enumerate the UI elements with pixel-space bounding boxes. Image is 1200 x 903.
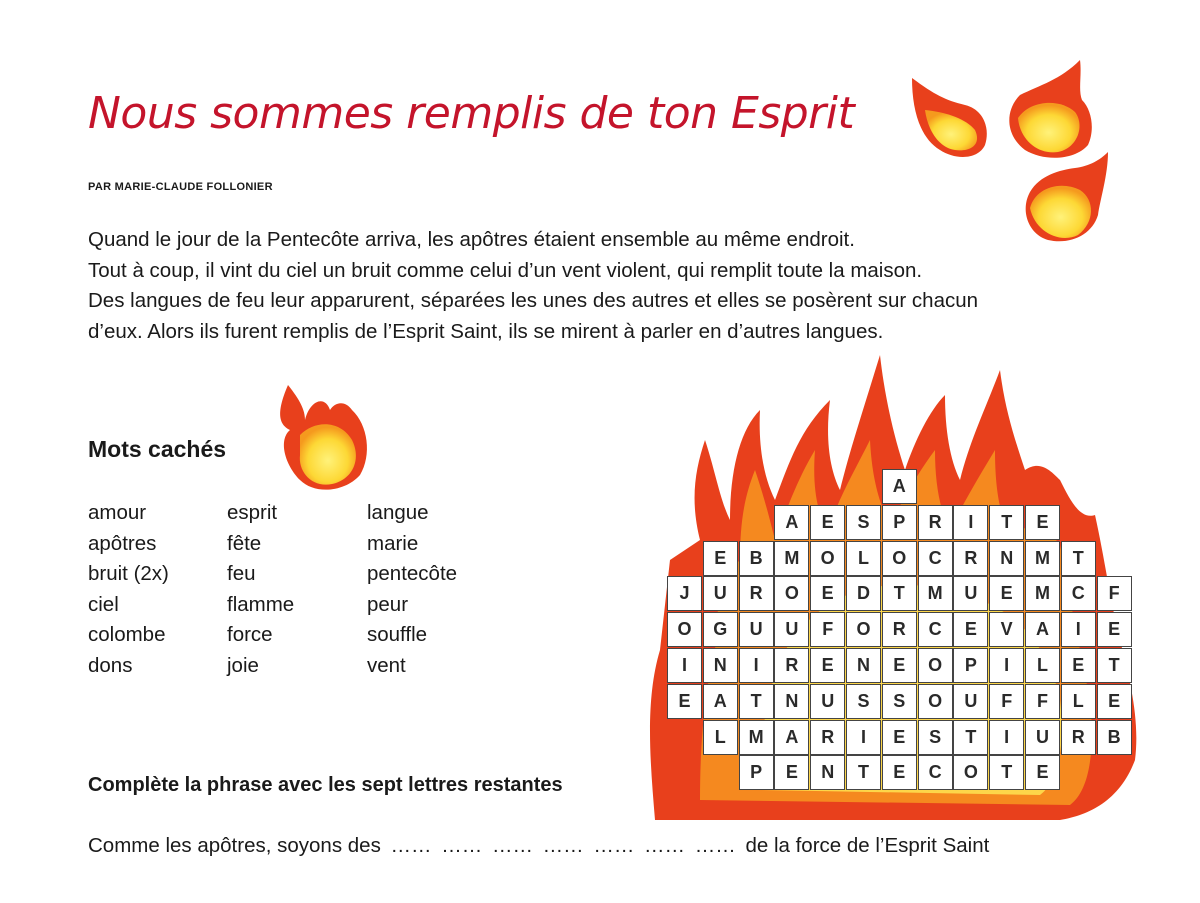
grid-cell[interactable]: U [953, 576, 988, 611]
grid-cell[interactable]: N [703, 648, 738, 683]
blank[interactable]: …… [542, 834, 584, 857]
grid-cell[interactable]: L [1025, 648, 1060, 683]
grid-cell[interactable]: N [989, 541, 1024, 576]
word-item: pentecôte [367, 562, 458, 585]
grid-cell[interactable]: L [846, 541, 881, 576]
grid-cell[interactable]: A [1025, 612, 1060, 647]
grid-cell[interactable]: U [953, 684, 988, 719]
grid-cell[interactable]: R [953, 541, 988, 576]
grid-cell[interactable]: O [846, 612, 881, 647]
grid-cell[interactable]: R [739, 576, 774, 611]
grid-cell[interactable]: U [774, 612, 809, 647]
grid-cell[interactable]: J [667, 576, 702, 611]
grid-cell[interactable]: O [774, 576, 809, 611]
grid-cell[interactable]: E [1025, 755, 1060, 790]
grid-cell[interactable]: R [1061, 720, 1096, 755]
grid-cell[interactable]: I [846, 720, 881, 755]
grid-cell[interactable]: E [1097, 612, 1132, 647]
grid-cell[interactable]: T [989, 755, 1024, 790]
word-item: marie [367, 531, 419, 555]
grid-cell[interactable]: E [810, 648, 845, 683]
blank[interactable]: …… [491, 834, 533, 857]
grid-cell[interactable]: E [953, 612, 988, 647]
grid-cell[interactable]: O [918, 684, 953, 719]
grid-cell[interactable]: T [739, 684, 774, 719]
story-paragraph [88, 225, 1128, 347]
grid-cell[interactable]: S [846, 505, 881, 540]
blank[interactable]: …… [694, 834, 736, 857]
blank[interactable]: …… [390, 834, 432, 857]
grid-cell[interactable]: N [774, 684, 809, 719]
blank[interactable]: …… [644, 834, 686, 857]
word-item: flamme [227, 592, 295, 616]
grid-cell[interactable]: O [953, 755, 988, 790]
story-line: d’eux. Alors ils furent remplis de l’Esprit Saint, ils se mirent à parler en d’autres langues. [88, 319, 884, 343]
small-flame-icon [280, 385, 367, 490]
word-item: vent [367, 653, 406, 677]
grid-cell[interactable]: U [810, 684, 845, 719]
grid-cell[interactable]: M [1025, 576, 1060, 611]
grid-cell[interactable]: C [1061, 576, 1096, 611]
grid-cell[interactable]: S [918, 720, 953, 755]
grid-cell[interactable]: M [918, 576, 953, 611]
grid-cell[interactable]: T [1097, 648, 1132, 683]
grid-cell[interactable]: D [846, 576, 881, 611]
grid-cell[interactable]: A [882, 469, 917, 504]
grid-cell[interactable]: E [1061, 648, 1096, 683]
complete-heading: Complète la phrase avec les sept lettres restantes [88, 774, 563, 796]
grid-cell[interactable]: E [882, 720, 917, 755]
grid-cell[interactable]: G [703, 612, 738, 647]
grid-cell[interactable]: I [667, 648, 702, 683]
grid-cell[interactable]: I [989, 720, 1024, 755]
grid-cell[interactable]: R [810, 720, 845, 755]
grid-cell[interactable]: C [918, 612, 953, 647]
grid-cell[interactable]: E [1025, 505, 1060, 540]
word-item: dons [88, 653, 133, 677]
word-item: souffle [367, 623, 428, 646]
grid-cell[interactable]: T [989, 505, 1024, 540]
story-line: Quand le jour de la Pentecôte arriva, les apôtres étaient ensemble au même endroit. [88, 228, 855, 251]
grid-cell[interactable]: L [1061, 684, 1096, 719]
grid-cell[interactable]: U [703, 576, 738, 611]
author-line: PAR MARIE-CLAUDE FOLLONIER [88, 181, 273, 193]
word-item: langue [367, 501, 429, 524]
top-flames-icon [912, 60, 1108, 241]
grid-cell[interactable]: E [810, 505, 845, 540]
grid-cell[interactable]: I [989, 648, 1024, 683]
word-item: fête [227, 531, 262, 555]
grid-cell[interactable]: A [703, 684, 738, 719]
grid-cell[interactable]: O [918, 648, 953, 683]
word-column [88, 498, 228, 681]
grid-cell[interactable]: S [846, 684, 881, 719]
page-title: Nous sommes remplis de ton Esprit [88, 88, 855, 139]
grid-cell[interactable]: T [1061, 541, 1096, 576]
sentence-start: Comme les apôtres, soyons des [88, 834, 381, 857]
grid-cell[interactable]: P [739, 755, 774, 790]
word-item: colombe [88, 623, 166, 646]
grid-cell[interactable]: E [1097, 684, 1132, 719]
grid-cell[interactable]: F [1097, 576, 1132, 611]
grid-cell[interactable]: E [774, 755, 809, 790]
grid-cell[interactable]: C [918, 541, 953, 576]
word-item: joie [227, 653, 259, 677]
grid-cell[interactable]: E [989, 576, 1024, 611]
word-item: apôtres [88, 531, 157, 555]
grid-cell[interactable]: U [1025, 720, 1060, 755]
word-item: esprit [227, 501, 278, 524]
grid-cell[interactable]: M [774, 541, 809, 576]
grid-cell[interactable]: O [882, 541, 917, 576]
word-item: amour [88, 501, 147, 524]
word-item: feu [227, 562, 256, 585]
grid-cell[interactable]: L [703, 720, 738, 755]
grid-cell[interactable]: E [667, 684, 702, 719]
word-item: ciel [88, 592, 119, 616]
grid-cell[interactable]: R [918, 505, 953, 540]
story-line: Tout à coup, il vint du ciel un bruit comme celui d’un vent violent, qui remplit toute la maison. [88, 258, 923, 282]
blank[interactable]: …… [593, 834, 635, 857]
grid-cell[interactable]: F [1025, 684, 1060, 719]
grid-cell[interactable]: I [739, 648, 774, 683]
grid-cell[interactable]: A [774, 720, 809, 755]
grid-cell[interactable]: E [882, 755, 917, 790]
grid-cell[interactable]: B [739, 541, 774, 576]
grid-cell[interactable]: O [810, 541, 845, 576]
grid-cell[interactable]: E [882, 648, 917, 683]
grid-cell[interactable]: B [1097, 720, 1132, 755]
word-column [367, 498, 507, 681]
hidden-words-heading: Mots cachés [88, 436, 227, 462]
grid-cell[interactable]: E [810, 576, 845, 611]
grid-cell[interactable]: N [810, 755, 845, 790]
word-column [227, 498, 367, 681]
grid-cell[interactable]: U [739, 612, 774, 647]
grid-cell[interactable]: P [953, 648, 988, 683]
grid-cell[interactable]: R [774, 648, 809, 683]
grid-cell[interactable]: N [846, 648, 881, 683]
grid-cell[interactable]: I [1061, 612, 1096, 647]
word-item: force [227, 623, 273, 646]
grid-cell[interactable]: F [810, 612, 845, 647]
grid-cell[interactable]: P [882, 505, 917, 540]
grid-cell[interactable]: M [739, 720, 774, 755]
grid-cell[interactable]: R [882, 612, 917, 647]
fill-in-sentence [88, 834, 989, 858]
grid-cell[interactable]: I [953, 505, 988, 540]
grid-cell[interactable]: C [918, 755, 953, 790]
grid-cell[interactable]: T [846, 755, 881, 790]
grid-cell[interactable]: F [989, 684, 1024, 719]
grid-cell[interactable]: M [1025, 541, 1060, 576]
grid-cell[interactable]: T [953, 720, 988, 755]
word-item: bruit (2x) [88, 562, 169, 585]
grid-cell[interactable]: V [989, 612, 1024, 647]
grid-cell[interactable]: O [667, 612, 702, 647]
grid-cell[interactable]: S [882, 684, 917, 719]
grid-cell[interactable]: T [882, 576, 917, 611]
word-item: peur [367, 592, 409, 616]
story-line: Des langues de feu leur apparurent, séparées les unes des autres et elles se posèrent sur chacun [88, 289, 979, 312]
sentence-end: de la force de l’Esprit Saint [745, 834, 990, 857]
grid-cell[interactable]: A [774, 505, 809, 540]
blank[interactable]: …… [441, 834, 483, 857]
grid-cell[interactable]: E [703, 541, 738, 576]
